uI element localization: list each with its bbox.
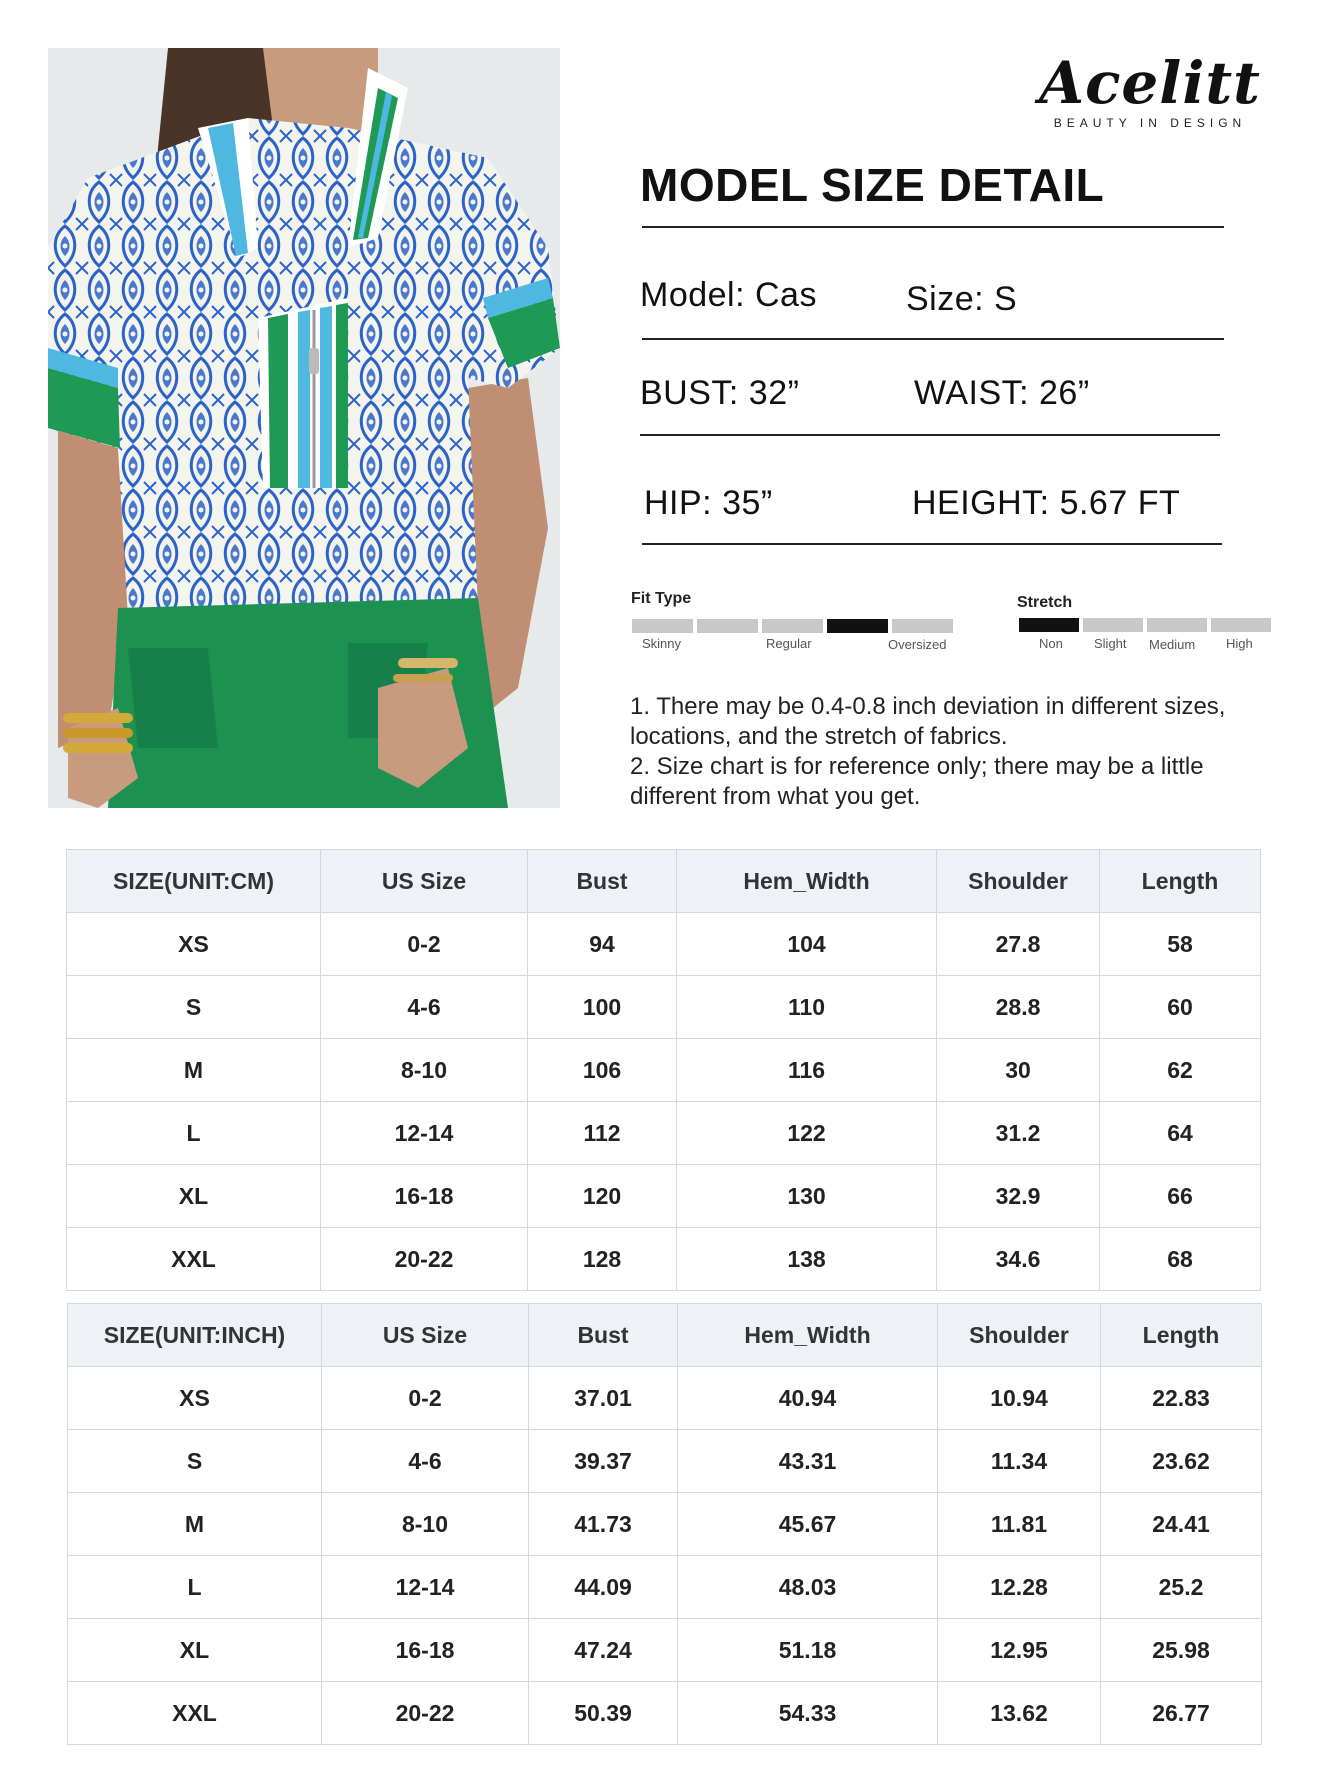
note-item: 2. Size chart is for reference only; there may be a little different from what you get.: [630, 753, 1204, 810]
table-cell: 138: [677, 1228, 937, 1291]
table-cell: 12-14: [321, 1102, 528, 1165]
table-cell: 66: [1100, 1165, 1261, 1228]
table-cell: 44.09: [529, 1556, 678, 1619]
table-cell: 37.01: [529, 1367, 678, 1430]
model-bust: BUST: 32”: [640, 374, 800, 412]
table-cell: 100: [528, 976, 677, 1039]
table-cell: 34.6: [937, 1228, 1100, 1291]
table-cell: 60: [1100, 976, 1261, 1039]
brand-name: Acelitt: [1039, 49, 1261, 117]
table-cell: 26.77: [1101, 1682, 1262, 1745]
table-cell: 27.8: [937, 913, 1100, 976]
column-header: SIZE(UNIT:INCH): [68, 1304, 322, 1367]
divider: [642, 338, 1224, 340]
table-cell: 10.94: [938, 1367, 1101, 1430]
column-header: SIZE(UNIT:CM): [67, 850, 321, 913]
table-cell: 106: [528, 1039, 677, 1102]
table-cell: 28.8: [937, 976, 1100, 1039]
table-cell: XL: [67, 1165, 321, 1228]
model-height: HEIGHT: 5.67 FT: [912, 484, 1181, 522]
table-row: [68, 1556, 1262, 1619]
table-cell: M: [67, 1039, 321, 1102]
table-cell: 54.33: [678, 1682, 938, 1745]
table-cell: 20-22: [322, 1682, 529, 1745]
divider: [640, 434, 1220, 436]
model-size: Size: S: [906, 280, 1018, 318]
stretch-label-high: High: [1226, 636, 1253, 651]
model-waist: WAIST: 26”: [914, 374, 1090, 412]
table-cell: L: [68, 1556, 322, 1619]
table-cell: XXL: [68, 1682, 322, 1745]
table-cell: 8-10: [321, 1039, 528, 1102]
table-header-row: [68, 1304, 1262, 1367]
table-row: [67, 1102, 1261, 1165]
stretch-label-medium: Medium: [1149, 637, 1196, 652]
table-row: [68, 1493, 1262, 1556]
divider: [642, 543, 1222, 545]
table-cell: 22.83: [1101, 1367, 1262, 1430]
column-header: US Size: [322, 1304, 529, 1367]
table-cell: 43.31: [678, 1430, 938, 1493]
table-cell: 0-2: [321, 913, 528, 976]
table-cell: 11.81: [938, 1493, 1101, 1556]
table-cell: 62: [1100, 1039, 1261, 1102]
column-header: Length: [1100, 850, 1261, 913]
table-cell: 39.37: [529, 1430, 678, 1493]
table-cell: XS: [68, 1367, 322, 1430]
table-cell: S: [67, 976, 321, 1039]
table-cell: 48.03: [678, 1556, 938, 1619]
stretch-segment: [1083, 618, 1143, 632]
brand-tagline: BEAUTY IN DESIGN: [1053, 116, 1247, 130]
table-cell: 12-14: [322, 1556, 529, 1619]
table-cell: 30: [937, 1039, 1100, 1102]
note-item: 1. There may be 0.4-0.8 inch deviation in different sizes, locations, and the stretch of fabrics.: [630, 693, 1226, 750]
model-name: Model: Cas: [640, 276, 817, 314]
table-cell: 120: [528, 1165, 677, 1228]
fit-type-title: Fit Type: [631, 590, 692, 607]
table-row: [68, 1367, 1262, 1430]
brand-logo: [1000, 49, 1300, 130]
table-cell: 64: [1100, 1102, 1261, 1165]
table-cell: 116: [677, 1039, 937, 1102]
table-cell: 25.98: [1101, 1619, 1262, 1682]
fit-type-segment: [892, 619, 953, 633]
stretch-label-slight: Slight: [1094, 636, 1127, 651]
column-header: Shoulder: [938, 1304, 1101, 1367]
table-cell: XS: [67, 913, 321, 976]
table-cell: 4-6: [321, 976, 528, 1039]
table-cell: 45.67: [678, 1493, 938, 1556]
column-header: Length: [1101, 1304, 1262, 1367]
table-row: [67, 913, 1261, 976]
size-table-cm: [66, 849, 1261, 1291]
table-cell: 12.95: [938, 1619, 1101, 1682]
column-header: Hem_Width: [677, 850, 937, 913]
column-header: Hem_Width: [678, 1304, 938, 1367]
table-cell: 58: [1100, 913, 1261, 976]
table-cell: 11.34: [938, 1430, 1101, 1493]
table-row: [67, 1228, 1261, 1291]
stretch-segment-active: [1019, 618, 1079, 632]
table-cell: 122: [677, 1102, 937, 1165]
fit-type-label-oversized: Oversized: [888, 637, 947, 652]
fit-type-segment: [697, 619, 758, 633]
table-cell: 68: [1100, 1228, 1261, 1291]
table-cell: 104: [677, 913, 937, 976]
fit-type-segment-active: [827, 619, 888, 633]
stretch-label-non: Non: [1039, 636, 1063, 651]
table-row: [67, 1039, 1261, 1102]
table-cell: 24.41: [1101, 1493, 1262, 1556]
table-cell: 25.2: [1101, 1556, 1262, 1619]
table-cell: 32.9: [937, 1165, 1100, 1228]
table-cell: 23.62: [1101, 1430, 1262, 1493]
table-cell: M: [68, 1493, 322, 1556]
fit-type-label-regular: Regular: [766, 636, 812, 651]
table-cell: 112: [528, 1102, 677, 1165]
table-cell: 0-2: [322, 1367, 529, 1430]
table-cell: 31.2: [937, 1102, 1100, 1165]
table-cell: XXL: [67, 1228, 321, 1291]
table-cell: 16-18: [321, 1165, 528, 1228]
table-row: [67, 1165, 1261, 1228]
table-row: [67, 976, 1261, 1039]
column-header: Bust: [529, 1304, 678, 1367]
table-cell: 51.18: [678, 1619, 938, 1682]
table-cell: 4-6: [322, 1430, 529, 1493]
column-header: Shoulder: [937, 850, 1100, 913]
column-header: Bust: [528, 850, 677, 913]
table-cell: 12.28: [938, 1556, 1101, 1619]
fit-type-label-skinny: Skinny: [642, 636, 682, 651]
stretch-segment: [1147, 618, 1207, 632]
table-cell: 110: [677, 976, 937, 1039]
table-row: [68, 1682, 1262, 1745]
table-cell: XL: [68, 1619, 322, 1682]
divider: [642, 226, 1224, 228]
table-cell: 41.73: [529, 1493, 678, 1556]
fit-type-segment: [632, 619, 693, 633]
table-cell: 16-18: [322, 1619, 529, 1682]
table-cell: 13.62: [938, 1682, 1101, 1745]
table-cell: 94: [528, 913, 677, 976]
table-cell: 130: [677, 1165, 937, 1228]
size-table-inch: [67, 1303, 1262, 1745]
stretch-segment: [1211, 618, 1271, 632]
table-cell: 128: [528, 1228, 677, 1291]
stretch-title: Stretch: [1017, 594, 1073, 611]
model-size-detail-title: MODEL SIZE DETAIL: [640, 159, 1105, 211]
table-header-row: [67, 850, 1261, 913]
size-notes: [630, 692, 1290, 812]
table-row: [68, 1619, 1262, 1682]
table-cell: S: [68, 1430, 322, 1493]
table-cell: 20-22: [321, 1228, 528, 1291]
table-cell: 40.94: [678, 1367, 938, 1430]
table-cell: L: [67, 1102, 321, 1165]
table-cell: 47.24: [529, 1619, 678, 1682]
product-photo: [48, 48, 560, 808]
table-row: [68, 1430, 1262, 1493]
model-photo-illustration: [48, 48, 560, 808]
column-header: US Size: [321, 850, 528, 913]
table-cell: 8-10: [322, 1493, 529, 1556]
fit-type-segment: [762, 619, 823, 633]
table-cell: 50.39: [529, 1682, 678, 1745]
model-hip: HIP: 35”: [644, 484, 773, 522]
